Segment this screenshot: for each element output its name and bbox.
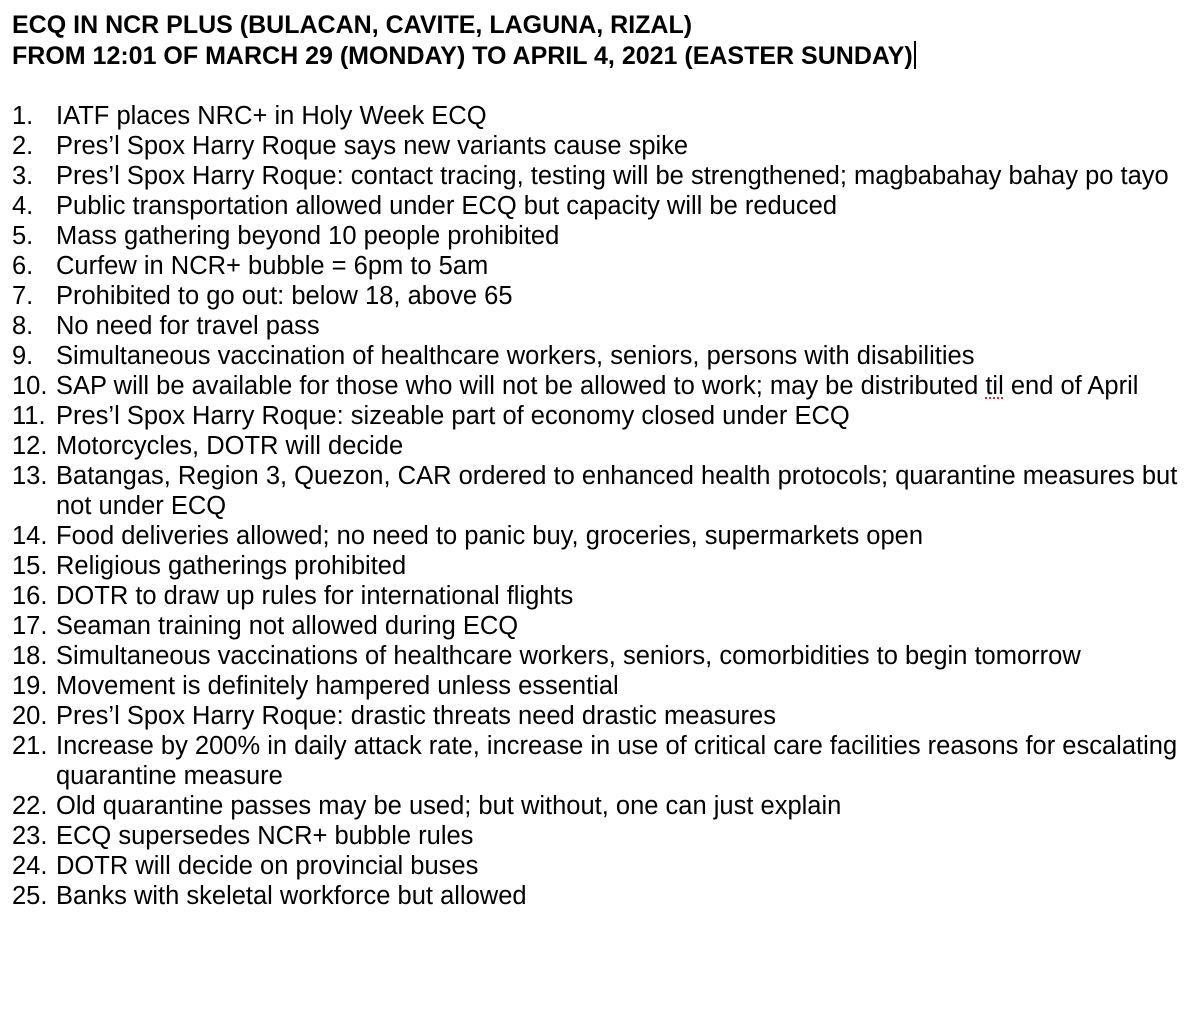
item-number: 14.	[12, 522, 48, 550]
list-item	[12, 431, 1192, 461]
list-item	[12, 671, 1192, 701]
item-number: 2.	[12, 132, 34, 160]
item-text: Seaman training not allowed during ECQ	[56, 612, 519, 640]
item-number: 24.	[12, 852, 48, 880]
list-item	[12, 281, 1192, 311]
item-text: Prohibited to go out: below 18, above 65	[56, 282, 513, 310]
item-text: Motorcycles, DOTR will decide	[56, 432, 404, 460]
heading-line-1: ECQ IN NCR PLUS (BULACAN, CAVITE, LAGUNA, RIZAL)	[12, 11, 693, 39]
item-text: Food deliveries allowed; no need to panic buy, groceries, supermarkets open	[56, 522, 924, 550]
item-text: Old quarantine passes may be used; but without, one can just explain	[56, 792, 842, 820]
list-item	[12, 461, 1192, 521]
item-number: 18.	[12, 642, 48, 670]
text-cursor	[914, 41, 916, 69]
item-number: 8.	[12, 312, 34, 340]
list-item	[12, 701, 1192, 731]
item-text: Curfew in NCR+ bubble = 6pm to 5am	[56, 252, 489, 280]
item-number: 17.	[12, 612, 48, 640]
item-text-part: end of April	[1003, 372, 1139, 400]
list-item	[12, 641, 1192, 671]
item-text: ECQ supersedes NCR+ bubble rules	[56, 822, 474, 850]
list-item	[12, 131, 1192, 161]
item-text	[56, 371, 1192, 401]
list-item	[12, 731, 1192, 791]
item-text: Banks with skeletal workforce but allowed	[56, 882, 527, 910]
item-number: 1.	[12, 102, 34, 130]
list-item	[12, 521, 1192, 551]
item-number: 4.	[12, 192, 34, 220]
list-item	[12, 821, 1192, 851]
list-item	[12, 101, 1192, 131]
list-item	[12, 851, 1192, 881]
item-number: 22.	[12, 792, 48, 820]
item-number: 25.	[12, 882, 48, 910]
item-text: No need for travel pass	[56, 312, 320, 340]
item-text: IATF places NRC+ in Holy Week ECQ	[56, 102, 487, 130]
item-number: 19.	[12, 672, 48, 700]
item-number: 7.	[12, 282, 34, 310]
spellcheck-flagged-word: til	[985, 372, 1004, 400]
item-text: Religious gatherings prohibited	[56, 552, 407, 580]
list-item	[12, 881, 1192, 911]
item-text: Pres’l Spox Harry Roque: drastic threats need drastic measures	[56, 702, 776, 730]
list-item	[12, 251, 1192, 281]
list-item	[12, 401, 1192, 431]
item-text: Increase by 200% in daily attack rate, increase in use of critical care facilities reasons for escalating quarantine measure	[56, 732, 1178, 790]
item-number: 5.	[12, 222, 34, 250]
document-heading	[12, 10, 916, 72]
item-number: 11.	[12, 402, 46, 430]
item-number: 12.	[12, 432, 48, 460]
item-number: 3.	[12, 162, 34, 190]
list-item	[12, 551, 1192, 581]
item-text: Public transportation allowed under ECQ but capacity will be reduced	[56, 192, 838, 220]
item-number: 13.	[12, 462, 48, 490]
list-item	[12, 221, 1192, 251]
item-text: Simultaneous vaccinations of healthcare workers, seniors, comorbidities to begin tomorrow	[56, 642, 1081, 670]
item-text: DOTR will decide on provincial buses	[56, 852, 479, 880]
item-text: Pres’l Spox Harry Roque says new variants cause spike	[56, 132, 689, 160]
list-item	[12, 371, 1192, 401]
item-text: Simultaneous vaccination of healthcare workers, seniors, persons with disabilities	[56, 342, 975, 370]
item-number: 10.	[12, 372, 48, 400]
item-number: 20.	[12, 702, 48, 730]
list-item	[12, 161, 1192, 191]
item-text: Pres’l Spox Harry Roque: contact tracing, testing will be strengthened; magbabahay bahay po tayo	[56, 162, 1169, 190]
list-item	[12, 311, 1192, 341]
list-item	[12, 611, 1192, 641]
list-item	[12, 191, 1192, 221]
list-item	[12, 581, 1192, 611]
list-item	[12, 791, 1192, 821]
item-text: Movement is definitely hampered unless essential	[56, 672, 619, 700]
item-number: 9.	[12, 342, 34, 370]
announcement-list	[12, 101, 1192, 911]
item-number: 15.	[12, 552, 48, 580]
item-number: 6.	[12, 252, 34, 280]
heading-line-2-text: FROM 12:01 OF MARCH 29 (MONDAY) TO APRIL 4, 2021 (EASTER SUNDAY)	[12, 42, 913, 70]
item-text: Pres’l Spox Harry Roque: sizeable part of economy closed under ECQ	[56, 402, 850, 430]
item-text: DOTR to draw up rules for international flights	[56, 582, 574, 610]
heading-line-2	[12, 41, 916, 72]
item-text-part: SAP will be available for those who will not be allowed to work; may be distributed	[56, 372, 986, 400]
item-number: 23.	[12, 822, 48, 850]
list-item	[12, 341, 1192, 371]
item-number: 16.	[12, 582, 48, 610]
item-text: Batangas, Region 3, Quezon, CAR ordered to enhanced health protocols; quarantine measures but not under ECQ	[56, 462, 1178, 520]
item-text: Mass gathering beyond 10 people prohibited	[56, 222, 560, 250]
item-number: 21.	[12, 732, 48, 760]
